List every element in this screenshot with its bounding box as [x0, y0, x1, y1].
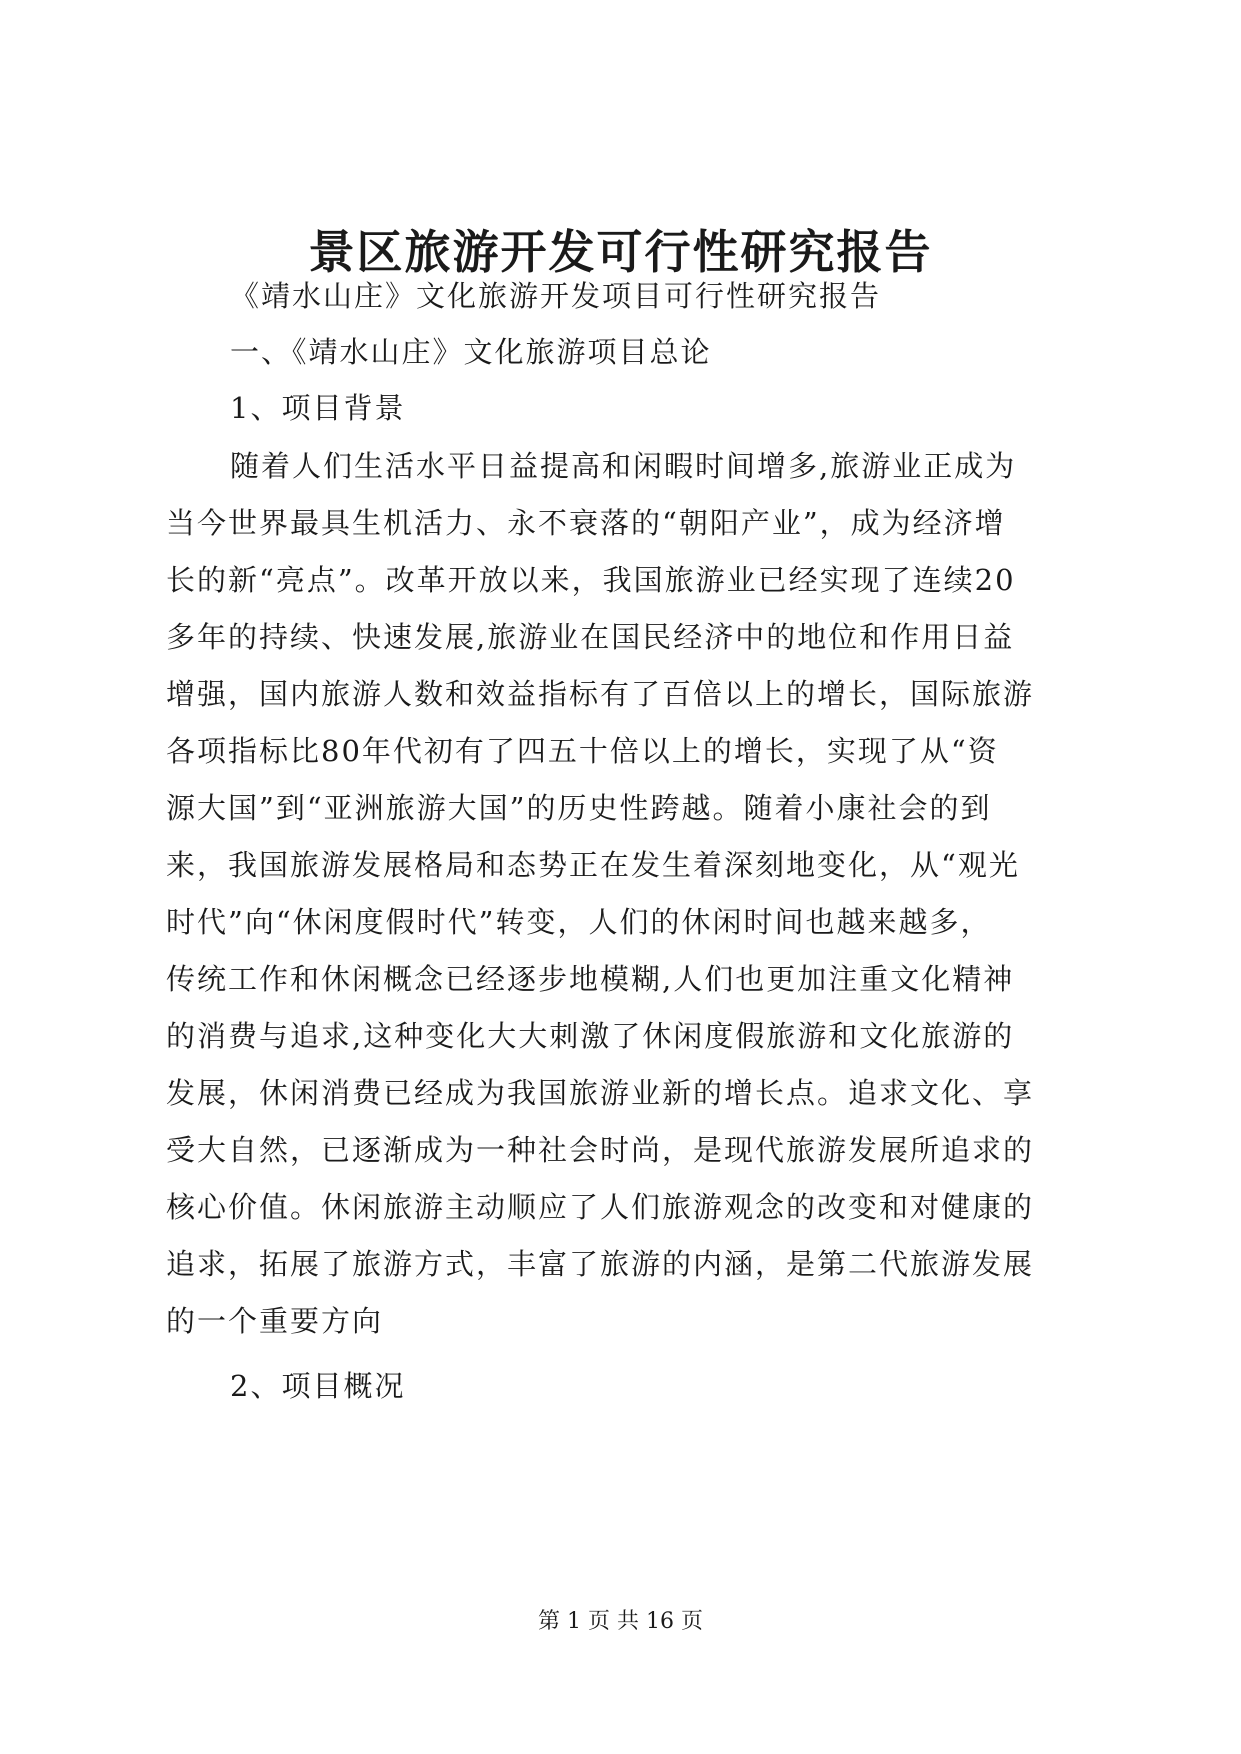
page-indicator: 第 1 页 共 16 页	[538, 1609, 703, 1634]
report-subtitle: 《靖水山庄》文化旅游开发项目可行性研究报告	[230, 279, 882, 313]
section-heading-overview: 2、项目概况	[230, 1369, 406, 1403]
paragraph-line: 长的新“亮点”。改革开放以来，我国旅游业已经实现了连续20	[166, 563, 1016, 597]
paragraph-line: 核心价值。休闲旅游主动顺应了人们旅游观念的改变和对健康的	[166, 1190, 1035, 1224]
paragraph-line: 增强，国内旅游人数和效益指标有了百倍以上的增长，国际旅游	[166, 677, 1035, 711]
section-heading-background: 1、项目背景	[230, 391, 406, 425]
document-title: 景区旅游开发可行性研究报告	[308, 225, 933, 279]
paragraph-line: 追求，拓展了旅游方式，丰富了旅游的内涵，是第二代旅游发展	[166, 1247, 1035, 1281]
paragraph-line: 多年的持续、快速发展,旅游业在国民经济中的地位和作用日益	[166, 620, 1015, 654]
paragraph-line: 各项指标比80年代初有了四五十倍以上的增长，实现了从“资	[166, 734, 999, 768]
paragraph-line: 受大自然，已逐渐成为一种社会时尚，是现代旅游发展所追求的	[166, 1133, 1035, 1167]
paragraph-line: 源大国”到“亚洲旅游大国”的历史性跨越。随着小康社会的到	[166, 791, 992, 825]
paragraph-line: 随着人们生活水平日益提高和闲暇时间增多,旅游业正成为	[230, 449, 1017, 483]
paragraph-line: 的消费与追求,这种变化大大刺激了休闲度假旅游和文化旅游的	[166, 1019, 1015, 1053]
paragraph-line: 当今世界最具生机活力、永不衰落的“朝阳产业”，成为经济增	[166, 506, 1006, 540]
chapter-heading: 一、《靖水山庄》文化旅游项目总论	[230, 335, 712, 369]
paragraph-line: 传统工作和休闲概念已经逐步地模糊,人们也更加注重文化精神	[166, 962, 1015, 996]
paragraph-line: 来，我国旅游发展格局和态势正在发生着深刻地变化，从“观光	[166, 848, 1020, 882]
paragraph-line: 时代”向“休闲度假时代”转变，人们的休闲时间也越来越多，	[166, 905, 992, 939]
paragraph-line: 的一个重要方向	[166, 1304, 384, 1338]
paragraph-line: 发展，休闲消费已经成为我国旅游业新的增长点。追求文化、享	[166, 1076, 1035, 1110]
